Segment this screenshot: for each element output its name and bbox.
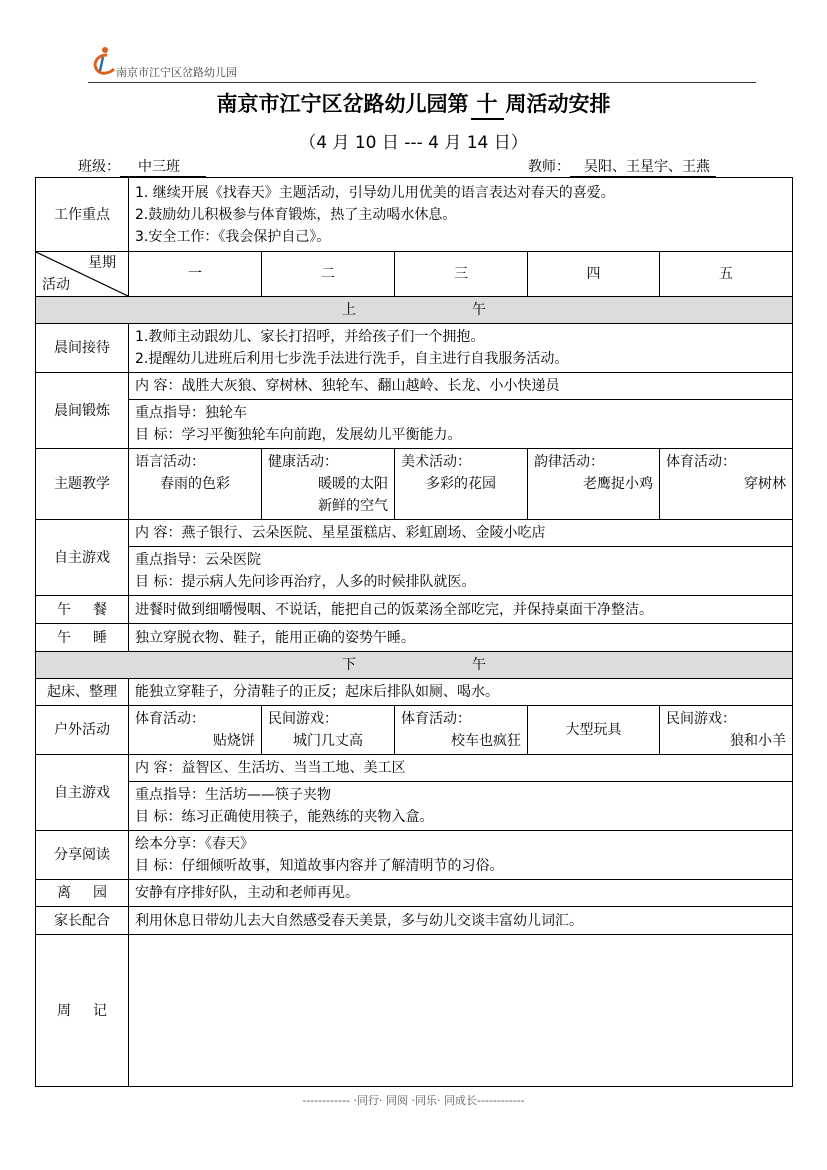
exercise-content-text: 战胜大灰狼、穿树林、独轮车、翻山越岭、长龙、小小快递员	[181, 378, 560, 394]
outdoor-cell-fri	[660, 706, 793, 755]
afternoon-play-goal-label: 目 标：	[135, 809, 182, 825]
reception-label: 晨间接待	[36, 324, 129, 373]
leave-label-a: 离	[57, 885, 71, 901]
theme-activity: 春雨的色彩	[160, 476, 230, 492]
morning-section-header	[36, 297, 793, 324]
lunch-label	[36, 596, 129, 624]
leave-row	[36, 880, 793, 907]
days-header-row	[36, 252, 793, 297]
weekly-notes-row	[36, 935, 793, 1087]
teacher-info	[528, 156, 716, 177]
lunch-label-a: 午	[57, 601, 71, 618]
parents-text: 利用休息日带幼儿去大自然感受春天美景，多与幼儿交谈丰富幼儿词汇。	[129, 907, 793, 935]
reading-book-title: 《春天》	[205, 836, 254, 852]
outdoor-activity: 贴烧饼	[213, 733, 255, 749]
exercise-goal-label: 目 标：	[135, 427, 182, 443]
day-fri: 五	[660, 252, 793, 297]
reception-content	[129, 324, 793, 373]
morning-play-label: 自主游戏	[36, 520, 129, 596]
afternoon-play-focus	[129, 782, 793, 831]
reading-book-label: 绘本分享：	[135, 836, 205, 852]
page-title	[0, 88, 827, 120]
exercise-content-label: 内 容：	[135, 378, 182, 394]
theme-cell-mon	[129, 449, 262, 520]
theme-activity: 穿树林	[744, 476, 786, 492]
theme-subject: 语言活动：	[135, 454, 205, 470]
theme-subject: 美术活动：	[401, 454, 471, 470]
title-prefix: 南京市江宁区岔路幼儿园第	[216, 92, 469, 116]
day-mon: 一	[129, 252, 262, 297]
nap-label-b: 睡	[93, 629, 107, 646]
morning-play-content-text: 燕子银行、云朵医院、星星蛋糕店、彩虹剧场、金陵小吃店	[181, 525, 546, 541]
work-focus-content	[129, 178, 793, 252]
exercise-goal-text: 学习平衡独轮车向前跑，发展幼儿平衡能力。	[181, 427, 462, 443]
day-wed: 三	[395, 252, 528, 297]
outdoor-activity: 城门几丈高	[293, 733, 363, 749]
reading-goal-text: 仔细倾听故事，知道故事内容并了解清明节的习俗。	[181, 858, 504, 874]
theme-subject: 韵律活动：	[534, 454, 604, 470]
wakeup-text: 能独立穿鞋子，分清鞋子的正反；起床后排队如厕、喝水。	[129, 679, 793, 706]
day-thu: 四	[528, 252, 660, 297]
theme-cell-wed	[395, 449, 528, 520]
section-char-1: 上	[342, 302, 356, 318]
nap-label-a: 午	[57, 629, 71, 646]
outdoor-activity: 大型玩具	[565, 722, 622, 738]
leave-label-b: 园	[93, 885, 107, 901]
schedule-table	[35, 177, 793, 1087]
work-focus-item: 3.安全工作：《我会保护自己》。	[135, 228, 331, 245]
morning-play-content-row	[36, 520, 793, 547]
outdoor-subject: 体育活动：	[401, 711, 471, 727]
parents-label: 家长配合	[36, 907, 129, 935]
outdoor-cell-wed	[395, 706, 528, 755]
class-value: 中三班	[120, 156, 206, 177]
outdoor-cell-tue	[262, 706, 395, 755]
weekly-notes-area	[129, 935, 793, 1087]
theme-activity: 多彩的花园	[426, 476, 496, 492]
afternoon-play-content-label: 内 容：	[135, 760, 182, 776]
theme-teaching-row	[36, 449, 793, 520]
outdoor-subject: 体育活动：	[135, 711, 205, 727]
morning-play-focus-label: 重点指导：	[135, 552, 205, 568]
school-logo-icon	[90, 45, 116, 75]
theme-cell-thu	[528, 449, 660, 520]
reading-row	[36, 831, 793, 880]
exercise-content	[129, 373, 793, 400]
theme-activity: 老鹰捉小鸡	[583, 476, 653, 492]
diagonal-header-cell	[36, 252, 129, 297]
morning-play-goal-label: 目 标：	[135, 574, 182, 590]
day-tue: 二	[262, 252, 395, 297]
outdoor-label: 户外活动	[36, 706, 129, 755]
outdoor-activity: 校车也疯狂	[451, 733, 521, 749]
reading-content	[129, 831, 793, 880]
work-focus-item: 2.鼓励幼儿积极参与体育锻炼，热了主动喝水休息。	[135, 206, 457, 223]
exercise-focus	[129, 400, 793, 449]
header-divider	[88, 82, 756, 83]
reception-item: 2.提醒幼儿进班后利用七步洗手法进行洗手，自主进行自我服务活动。	[135, 351, 569, 367]
reading-goal-label: 目 标：	[135, 858, 182, 874]
section-char-1: 下	[342, 657, 356, 673]
afternoon-play-focus-row	[36, 782, 793, 831]
theme-subject: 体育活动：	[666, 454, 736, 470]
wakeup-label: 起床、整理	[36, 679, 129, 706]
title-suffix: 周活动安排	[505, 92, 611, 116]
afternoon-play-content-row	[36, 755, 793, 782]
title-week-number: 十	[471, 88, 504, 120]
class-label: 班级：	[78, 159, 120, 175]
work-focus-item: 1. 继续开展《找春天》主题活动，引导幼儿用优美的语言表达对春天的喜爱。	[135, 184, 615, 201]
leave-text: 安静有序排好队，主动和老师再见。	[129, 880, 793, 907]
section-char-2: 午	[472, 657, 486, 673]
theme-cell-fri	[660, 449, 793, 520]
reception-row	[36, 324, 793, 373]
nap-row	[36, 624, 793, 652]
exercise-focus-label: 重点指导：	[135, 405, 205, 421]
outdoor-subject: 民间游戏：	[666, 711, 736, 727]
lunch-text: 进餐时做到细嚼慢咽、不说话，能把自己的饭菜汤全部吃完，并保持桌面干净整洁。	[129, 596, 793, 624]
outdoor-row	[36, 706, 793, 755]
lunch-row	[36, 596, 793, 624]
exercise-focus-text: 独轮车	[205, 405, 247, 421]
class-info	[78, 156, 206, 177]
work-focus-label: 工作重点	[36, 178, 129, 252]
leave-label	[36, 880, 129, 907]
afternoon-play-label: 自主游戏	[36, 755, 129, 831]
theme-activity: 新鲜的空气	[318, 498, 388, 514]
morning-play-focus	[129, 547, 793, 596]
afternoon-play-focus-text: 生活坊——筷子夹物	[205, 787, 331, 803]
morning-section-row	[36, 297, 793, 324]
date-range: （4 月 10 日 --- 4 月 14 日）	[299, 133, 528, 153]
outdoor-cell-thu	[528, 706, 660, 755]
theme-cell-tue	[262, 449, 395, 520]
reception-item: 1.教师主动跟幼儿、家长打招呼，并给孩子们一个拥抱。	[135, 329, 485, 345]
theme-subject: 健康活动：	[268, 454, 338, 470]
outdoor-activity: 狼和小羊	[730, 733, 786, 749]
outdoor-subject: 民间游戏：	[268, 711, 338, 727]
afternoon-play-goal-text: 练习正确使用筷子，能熟练的夹物入盒。	[181, 809, 434, 825]
notes-label-b: 记	[93, 1002, 107, 1019]
afternoon-section-row	[36, 652, 793, 679]
reading-label: 分享阅读	[36, 831, 129, 880]
weekly-notes-label	[36, 935, 129, 1087]
exercise-focus-row	[36, 400, 793, 449]
morning-play-focus-row	[36, 547, 793, 596]
morning-play-goal-text: 提示病人先问诊再治疗，人多的时候排队就医。	[181, 574, 476, 590]
header-org-name: 南京市江宁区岔路幼儿园	[116, 66, 237, 79]
exercise-content-row	[36, 373, 793, 400]
notes-label-a: 周	[57, 1002, 71, 1019]
page-footer: ------------ ·同行· 同阅 ·同乐· 同成长------------	[302, 1094, 525, 1107]
morning-play-content-label: 内 容：	[135, 525, 182, 541]
work-focus-row	[36, 178, 793, 252]
nap-label	[36, 624, 129, 652]
theme-teaching-label: 主题教学	[36, 449, 129, 520]
afternoon-play-focus-label: 重点指导：	[135, 787, 205, 803]
diag-weekday-label: 星期	[88, 255, 116, 271]
teacher-value: 吴阳、王星宇、王燕	[570, 156, 716, 177]
lunch-label-b: 餐	[93, 601, 107, 618]
outdoor-cell-mon	[129, 706, 262, 755]
theme-activity: 暖暖的太阳	[318, 476, 388, 492]
afternoon-section-header	[36, 652, 793, 679]
afternoon-play-content-text: 益智区、生活坊、当当工地、美工区	[181, 760, 406, 776]
teacher-label: 教师：	[528, 159, 570, 175]
nap-text: 独立穿脱衣物、鞋子，能用正确的姿势午睡。	[129, 624, 793, 652]
wakeup-row	[36, 679, 793, 706]
diag-activity-label: 活动	[42, 277, 70, 293]
morning-play-content	[129, 520, 793, 547]
afternoon-play-content	[129, 755, 793, 782]
parents-row	[36, 907, 793, 935]
section-char-2: 午	[472, 302, 486, 318]
morning-play-focus-text: 云朵医院	[205, 552, 261, 568]
exercise-label: 晨间锻炼	[36, 373, 129, 449]
